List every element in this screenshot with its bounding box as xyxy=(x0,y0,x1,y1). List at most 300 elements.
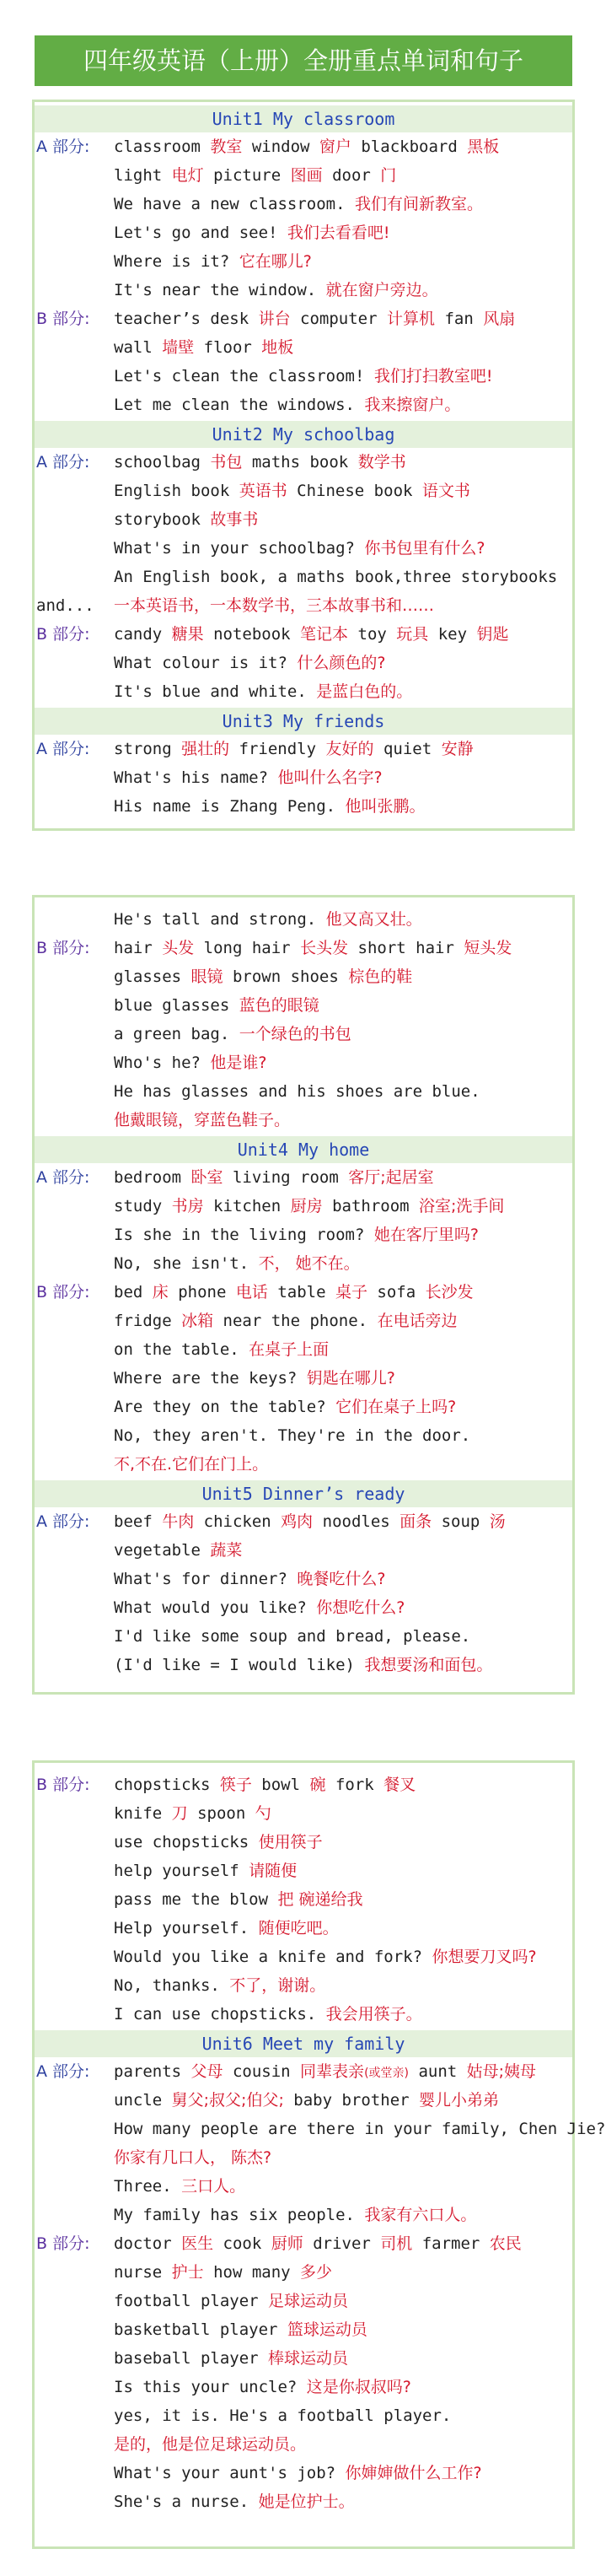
text-line xyxy=(114,1023,351,1045)
chinese-text: 黑板 xyxy=(467,137,500,156)
chinese-text: 筷子 xyxy=(219,1776,252,1794)
english-text: light xyxy=(114,166,172,185)
chinese-text: 故事书 xyxy=(210,510,259,529)
text-line xyxy=(114,2376,411,2398)
chinese-text: 足球运动员 xyxy=(268,2292,349,2310)
english-text: short hair xyxy=(348,939,464,957)
english-text: help yourself xyxy=(114,1862,249,1880)
chinese-text: 钥匙 xyxy=(476,625,509,644)
text-line xyxy=(114,2405,451,2427)
english-text: blackboard xyxy=(351,137,468,156)
english-text: No, thanks. xyxy=(114,1976,230,1995)
text-line xyxy=(114,1625,470,1647)
chinese-text: 英语书 xyxy=(239,482,287,500)
chinese-text: 三口人。 xyxy=(181,2177,246,2196)
english-text: teacher’s desk xyxy=(114,310,259,328)
text-line xyxy=(114,2233,522,2255)
english-text: Help yourself. xyxy=(114,1919,259,1937)
english-text: Where is it? xyxy=(114,252,239,271)
chinese-text: 它们在桌子上吗? xyxy=(335,1398,457,1416)
chinese-text: 短头发 xyxy=(464,939,512,957)
section-label xyxy=(36,136,89,158)
english-text: What's in your schoolbag? xyxy=(114,539,365,558)
english-text: Chinese book xyxy=(287,482,422,500)
english-text: farmer xyxy=(412,2234,490,2253)
english-text: sofa xyxy=(367,1283,426,1301)
english-text: An English book, a maths book,three storybooks xyxy=(114,568,558,586)
section-label xyxy=(36,623,89,645)
chinese-text: 他叫张鹏。 xyxy=(345,797,426,816)
english-text: chicken xyxy=(194,1512,282,1531)
text-line xyxy=(114,2204,476,2226)
part-label: B 部分: xyxy=(36,939,90,957)
text-line xyxy=(114,193,483,215)
english-text: picture xyxy=(203,166,291,185)
chinese-text: (或堂亲) xyxy=(364,2067,409,2080)
text-line xyxy=(114,2261,332,2283)
english-text: Where are the keys? xyxy=(114,1369,307,1388)
english-text: phone xyxy=(168,1283,236,1301)
section-label xyxy=(36,2233,89,2255)
chinese-text: 强壮的 xyxy=(181,740,230,758)
chinese-text: 床 xyxy=(152,1283,169,1301)
english-text: study xyxy=(114,1197,172,1215)
chinese-text: 友好的 xyxy=(325,740,374,758)
text-line xyxy=(114,2089,499,2111)
text-line xyxy=(114,1539,242,1561)
text-line xyxy=(114,1081,480,1102)
chinese-text: 头发 xyxy=(162,939,195,957)
english-text: fridge xyxy=(114,1312,182,1330)
chinese-text: 鸡肉 xyxy=(281,1512,314,1531)
text-line xyxy=(114,1597,405,1619)
chinese-text: 讲台 xyxy=(258,310,291,328)
english-text: Let me clean the windows. xyxy=(114,396,365,414)
chinese-text: 你书包里有什么? xyxy=(364,539,485,558)
english-text: His name is Zhang Peng. xyxy=(114,797,346,816)
chinese-text: 风扇 xyxy=(483,310,516,328)
english-text: on the table. xyxy=(114,1340,249,1359)
chinese-text: 蓝色的眼镜 xyxy=(239,996,319,1015)
english-text: strong xyxy=(114,740,182,758)
chinese-text: 姑母;姨母 xyxy=(466,2062,537,2081)
chinese-text: 牛肉 xyxy=(162,1512,195,1531)
text-line xyxy=(114,2175,245,2197)
chinese-text: 数学书 xyxy=(357,453,406,472)
chinese-text: 计算机 xyxy=(387,310,436,328)
english-text: English book xyxy=(114,482,239,500)
text-line xyxy=(114,1195,504,1217)
english-text: yes, it is. He's a football player. xyxy=(114,2406,452,2425)
english-text: fork xyxy=(325,1776,384,1794)
text-line xyxy=(114,1568,385,1590)
english-text: Let's go and see! xyxy=(114,224,287,242)
text-line xyxy=(114,1396,456,1418)
text-line xyxy=(114,1339,329,1361)
chinese-text: 使用筷子 xyxy=(258,1833,323,1851)
part-label: A 部分: xyxy=(36,740,90,758)
text-line xyxy=(114,2347,348,2369)
english-text: noodles xyxy=(313,1512,400,1531)
english-text: bed xyxy=(114,1283,153,1301)
english-text: parents xyxy=(114,2062,191,2081)
text-line xyxy=(114,2118,605,2140)
text-line xyxy=(114,1946,537,1968)
chinese-text: 语文书 xyxy=(421,482,470,500)
text-line xyxy=(114,251,312,272)
chinese-text: 眼镜 xyxy=(190,967,223,986)
text-line xyxy=(114,966,412,988)
english-text: What's your aunt's job? xyxy=(114,2464,346,2482)
chinese-text: 钥匙在哪儿? xyxy=(306,1369,395,1388)
chinese-text: 司机 xyxy=(380,2234,413,2253)
english-text: quiet xyxy=(373,740,442,758)
text-line xyxy=(114,623,509,645)
english-text: soup xyxy=(432,1512,490,1531)
unit-heading: Unit5 Dinner’s ready xyxy=(35,1480,572,1507)
chinese-text: 你婶婶做什么工作? xyxy=(345,2464,482,2482)
english-text: brown shoes xyxy=(223,967,349,986)
english-text: long hair xyxy=(194,939,301,957)
chinese-text: 厨房 xyxy=(290,1197,323,1215)
english-text: toy xyxy=(348,625,397,644)
text-line xyxy=(114,2433,306,2455)
chinese-text: 在电话旁边 xyxy=(377,1312,458,1330)
chinese-text: 棒球运动员 xyxy=(268,2349,349,2368)
chinese-text: 长头发 xyxy=(300,939,349,957)
part-label: A 部分: xyxy=(36,137,90,156)
chinese-text: 农民 xyxy=(489,2234,522,2253)
english-text: Three. xyxy=(114,2177,182,2196)
chinese-text: 浴室;洗手间 xyxy=(419,1197,505,1215)
chinese-text: 我们去看看吧! xyxy=(287,224,390,242)
text-line xyxy=(114,908,422,930)
english-text: What's for dinner? xyxy=(114,1570,298,1588)
english-text: What would you like? xyxy=(114,1598,317,1617)
chinese-text: 碗 xyxy=(309,1776,326,1794)
part-label: A 部分: xyxy=(36,1168,90,1187)
part-label: B 部分: xyxy=(36,1776,90,1794)
chinese-text: 餐叉 xyxy=(383,1776,416,1794)
unit-heading: Unit2 My schoolbag xyxy=(35,421,572,448)
text-line xyxy=(114,2061,536,2084)
chinese-text: 它在哪儿? xyxy=(239,252,312,271)
english-text: basketball player xyxy=(114,2320,287,2339)
chinese-text: 我家有六口人。 xyxy=(364,2206,477,2224)
english-text: Would you like a knife and fork? xyxy=(114,1948,432,1966)
chinese-text: 护士 xyxy=(171,2263,204,2282)
text-line xyxy=(114,2147,271,2169)
english-text: maths book xyxy=(242,453,358,472)
english-text: living room xyxy=(223,1168,349,1187)
english-text: driver xyxy=(303,2234,381,2253)
english-text: We have a new classroom. xyxy=(114,195,355,213)
text-line xyxy=(114,2290,348,2312)
english-text: storybook xyxy=(114,510,211,529)
chinese-text: 我会用筷子。 xyxy=(325,2005,422,2024)
part-label: A 部分: xyxy=(36,1512,90,1531)
english-text: How many people are there in your family, Chen Jie? xyxy=(114,2120,606,2138)
text-line xyxy=(114,1052,266,1074)
english-text: computer xyxy=(290,310,387,328)
chinese-text: 请随便 xyxy=(249,1862,298,1880)
section-label xyxy=(36,1774,89,1796)
english-text: football player xyxy=(114,2292,269,2310)
text-line xyxy=(114,279,438,301)
part-label: B 部分: xyxy=(36,310,90,328)
text-line xyxy=(114,394,460,416)
english-text: use chopsticks xyxy=(114,1833,259,1851)
page-title: 四年级英语（上册）全册重点单词和句子 xyxy=(35,35,572,86)
text-line xyxy=(114,1367,395,1389)
section-label xyxy=(36,1281,89,1303)
text-line xyxy=(114,164,396,186)
section-label xyxy=(36,595,94,617)
english-text: bedroom xyxy=(114,1168,191,1187)
english-text: No, she isn't. xyxy=(114,1254,259,1273)
chinese-text: 笔记本 xyxy=(300,625,349,644)
english-text: I'd like some soup and bread, please. xyxy=(114,1627,471,1646)
chinese-text: 随便吃吧。 xyxy=(258,1919,339,1937)
text-line xyxy=(114,566,557,588)
english-text: fan xyxy=(435,310,484,328)
english-text: beef xyxy=(114,1512,163,1531)
english-text: What colour is it? xyxy=(114,654,298,672)
english-text: aunt xyxy=(409,2062,467,2081)
text-line xyxy=(114,451,406,473)
chinese-text: 他是谁? xyxy=(210,1054,267,1072)
english-text: cook xyxy=(213,2234,271,2253)
chinese-text: 我们打扫教室吧! xyxy=(373,367,493,385)
text-line xyxy=(114,595,434,617)
chinese-text: 他又高又壮。 xyxy=(325,910,422,929)
text-line xyxy=(114,1425,470,1447)
text-line xyxy=(114,365,492,387)
text-line xyxy=(114,1831,323,1853)
text-line xyxy=(114,1889,363,1910)
chinese-text: 糖果 xyxy=(171,625,204,644)
chinese-text: 他戴眼镜，穿蓝色鞋子。 xyxy=(114,1111,291,1129)
english-text: bowl xyxy=(251,1776,310,1794)
chinese-text: 一本英语书，一本数学书，三本故事书和…… xyxy=(114,596,435,615)
chinese-text: 窗户 xyxy=(319,137,351,156)
chinese-text: 这是你叔叔吗? xyxy=(306,2378,411,2396)
english-text: uncle xyxy=(114,2091,172,2110)
text-line xyxy=(114,222,390,244)
chinese-text: 书房 xyxy=(171,1197,204,1215)
chinese-text: 卧室 xyxy=(190,1168,223,1187)
chinese-text: 什么颜色的? xyxy=(297,654,386,672)
text-line xyxy=(114,1774,416,1796)
chinese-text: 门 xyxy=(380,166,397,185)
text-line xyxy=(114,994,319,1016)
chinese-text: 不,不在.它们在门上。 xyxy=(114,1455,269,1474)
english-text: He has glasses and his shoes are blue. xyxy=(114,1082,480,1101)
english-text: key xyxy=(428,625,477,644)
section-label xyxy=(36,308,89,330)
chinese-text: 不， 她不在。 xyxy=(258,1254,360,1273)
english-text: My family has six people. xyxy=(114,2206,365,2224)
part-label: B 部分: xyxy=(36,2234,90,2253)
chinese-text: 电话 xyxy=(235,1283,268,1301)
english-text: baby brother xyxy=(283,2091,420,2110)
text-line xyxy=(114,2462,482,2484)
text-line xyxy=(114,2003,422,2025)
english-text: table xyxy=(267,1283,335,1301)
section-label xyxy=(36,1511,89,1533)
english-text: pass me the blow xyxy=(114,1890,278,1909)
text-line xyxy=(114,1654,492,1676)
text-line xyxy=(114,2491,355,2513)
text-line xyxy=(114,767,383,789)
unit-heading: Unit3 My friends xyxy=(35,708,572,735)
chinese-text: 桌子 xyxy=(335,1283,367,1301)
chinese-text: 是蓝白色的。 xyxy=(316,682,413,701)
chinese-text: 篮球运动员 xyxy=(287,2320,367,2339)
english-text: baseball player xyxy=(114,2349,269,2368)
english-text: Are they on the table? xyxy=(114,1398,336,1416)
english-text: What's his name? xyxy=(114,768,278,787)
chinese-text: 同辈表亲 xyxy=(300,2062,365,2081)
english-text: door xyxy=(322,166,381,185)
text-line xyxy=(114,308,515,330)
english-text: near the phone. xyxy=(213,1312,378,1330)
chinese-text: 她在客厅里吗? xyxy=(373,1226,479,1244)
chinese-text: 图画 xyxy=(290,166,323,185)
chinese-text: 婴儿小弟弟 xyxy=(419,2091,500,2110)
english-text: knife xyxy=(114,1804,172,1823)
english-text: Let's clean the classroom! xyxy=(114,367,374,385)
chinese-text: 父母 xyxy=(190,2062,223,2081)
english-text: chopsticks xyxy=(114,1776,220,1794)
english-text: It's blue and white. xyxy=(114,682,317,701)
chinese-text: 勺 xyxy=(255,1804,271,1823)
part-label: and... xyxy=(36,596,94,615)
text-line xyxy=(114,1917,339,1939)
english-text: She's a nurse. xyxy=(114,2492,259,2511)
chinese-text: 是的，他是位足球运动员。 xyxy=(114,2435,307,2454)
text-line xyxy=(114,1803,271,1824)
english-text: hair xyxy=(114,939,163,957)
chinese-text: 蔬菜 xyxy=(210,1541,243,1560)
chinese-text: 玩具 xyxy=(396,625,429,644)
chinese-text: 长沙发 xyxy=(425,1283,474,1301)
chinese-text: 地板 xyxy=(261,338,294,357)
english-text: doctor xyxy=(114,2234,182,2253)
english-text: window xyxy=(242,137,319,156)
chinese-text: 书包 xyxy=(210,453,243,472)
english-text: He's tall and strong. xyxy=(114,910,326,929)
text-line xyxy=(114,1860,297,1882)
chinese-text: 刀 xyxy=(171,1804,188,1823)
english-text: vegetable xyxy=(114,1541,211,1560)
unit-heading: Unit4 My home xyxy=(35,1136,572,1163)
chinese-text: 你想要刀叉吗? xyxy=(432,1948,537,1966)
text-line xyxy=(114,1511,506,1533)
english-text: how many xyxy=(203,2263,301,2282)
english-text: bathroom xyxy=(322,1197,420,1215)
chinese-text: 一个绿色的书包 xyxy=(239,1025,351,1043)
chinese-text: 他叫什么名字? xyxy=(277,768,383,787)
english-text: glasses xyxy=(114,967,191,986)
chinese-text: 厨师 xyxy=(271,2234,303,2253)
text-line xyxy=(114,1310,458,1332)
english-text: spoon xyxy=(187,1804,255,1823)
english-text: classroom xyxy=(114,137,211,156)
chinese-text: 棕色的鞋 xyxy=(348,967,413,986)
section-label xyxy=(36,1167,89,1188)
chinese-text: 电灯 xyxy=(171,166,204,185)
text-line xyxy=(114,795,426,817)
chinese-text: 就在窗户旁边。 xyxy=(325,281,438,299)
chinese-text: 客厅;起居室 xyxy=(348,1168,434,1187)
chinese-text: 你想吃什么? xyxy=(316,1598,405,1617)
section-label xyxy=(36,937,89,959)
chinese-text: 安静 xyxy=(441,740,474,758)
text-line xyxy=(114,1975,325,1997)
chinese-text: 我们有间新教室。 xyxy=(354,195,483,213)
english-text: (I'd like = I would like) xyxy=(114,1656,365,1674)
text-line xyxy=(114,937,512,959)
english-text: wall xyxy=(114,338,163,357)
english-text: No, they aren't. They're in the door. xyxy=(114,1426,471,1445)
text-line xyxy=(114,337,293,358)
chinese-text: 面条 xyxy=(400,1512,432,1531)
text-line xyxy=(114,136,499,158)
chinese-text: 多少 xyxy=(300,2263,333,2282)
english-text: floor xyxy=(194,338,262,357)
text-line xyxy=(114,509,258,531)
chinese-text: 墙壁 xyxy=(162,338,195,357)
chinese-text: 舅父;叔父;伯父; xyxy=(171,2091,284,2110)
english-text: It's near the window. xyxy=(114,281,326,299)
text-line xyxy=(114,1453,268,1475)
part-label: A 部分: xyxy=(36,2062,90,2081)
part-label: B 部分: xyxy=(36,625,90,644)
chinese-text: 在桌子上面 xyxy=(249,1340,330,1359)
chinese-text: 我想要汤和面包。 xyxy=(364,1656,493,1674)
text-line xyxy=(114,1281,474,1303)
chinese-text: 教室 xyxy=(210,137,243,156)
chinese-text: 你家有几口人， 陈杰? xyxy=(114,2148,272,2167)
chinese-text: 冰箱 xyxy=(181,1312,214,1330)
text-line xyxy=(114,480,470,502)
chinese-text: 我来擦窗户。 xyxy=(364,396,461,414)
text-line xyxy=(114,2319,367,2341)
chinese-text: 医生 xyxy=(181,2234,214,2253)
english-text: a green bag. xyxy=(114,1025,239,1043)
english-text: nurse xyxy=(114,2263,172,2282)
english-text: Is she in the living room? xyxy=(114,1226,374,1244)
english-text: cousin xyxy=(223,2062,301,2081)
section-label xyxy=(36,2061,89,2083)
chinese-text: 把 碗递给我 xyxy=(277,1890,363,1909)
section-label xyxy=(36,738,89,760)
english-text: notebook xyxy=(203,625,301,644)
english-text: Is this your uncle? xyxy=(114,2378,307,2396)
text-line xyxy=(114,1167,434,1188)
text-line xyxy=(114,1253,360,1275)
english-text: candy xyxy=(114,625,172,644)
text-line xyxy=(114,1109,290,1131)
english-text: blue glasses xyxy=(114,996,239,1015)
english-text: schoolbag xyxy=(114,453,211,472)
text-line xyxy=(114,537,485,559)
text-line xyxy=(114,738,474,760)
text-line xyxy=(114,1224,479,1246)
english-text: Who's he? xyxy=(114,1054,211,1072)
unit-heading: Unit6 Meet my family xyxy=(35,2030,572,2057)
